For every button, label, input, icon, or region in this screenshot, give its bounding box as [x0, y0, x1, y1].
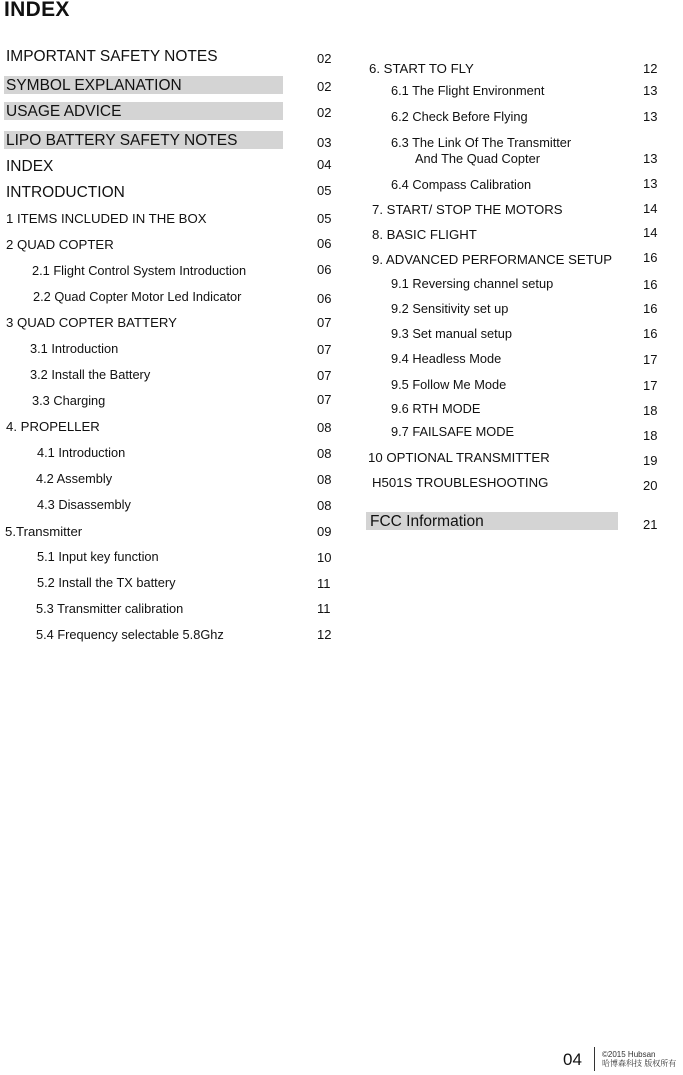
- toc-page-number: 07: [317, 315, 332, 330]
- toc-page-number: 13: [643, 151, 658, 166]
- toc-page-number: 03: [317, 135, 332, 150]
- toc-entry[interactable]: 3.1 Introduction: [30, 341, 119, 356]
- toc-page-number: 19: [643, 453, 658, 468]
- toc-page-number: 16: [643, 301, 658, 316]
- toc-entry[interactable]: 9.7 FAILSAFE MODE: [391, 424, 515, 439]
- toc-page-number: 18: [643, 428, 658, 443]
- toc-entry[interactable]: IMPORTANT SAFETY NOTES: [6, 48, 218, 65]
- toc-entry[interactable]: 6. START TO FLY: [369, 61, 474, 76]
- toc-page-number: 09: [317, 524, 332, 539]
- toc-entry[interactable]: USAGE ADVICE: [6, 103, 122, 120]
- toc-entry[interactable]: 3.3 Charging: [32, 393, 106, 408]
- toc-page-number: 08: [317, 420, 332, 435]
- toc-page-number: 13: [643, 109, 658, 124]
- toc-entry-continued[interactable]: And The Quad Copter: [415, 151, 540, 166]
- toc-entry[interactable]: 5.2 Install the TX battery: [37, 575, 176, 590]
- toc-entry[interactable]: 9. ADVANCED PERFORMANCE SETUP: [372, 252, 613, 267]
- toc-entry[interactable]: 4.1 Introduction: [37, 445, 126, 460]
- toc-entry[interactable]: INTRODUCTION: [6, 184, 125, 201]
- toc-page-number: 17: [643, 378, 658, 393]
- page-title: INDEX: [4, 0, 70, 21]
- toc-page-number: 17: [643, 352, 658, 367]
- toc-page-number: 12: [317, 627, 332, 642]
- toc-entry[interactable]: 5.1 Input key function: [37, 549, 159, 564]
- toc-entry[interactable]: 9.1 Reversing channel setup: [391, 276, 554, 291]
- toc-entry[interactable]: SYMBOL EXPLANATION: [6, 77, 182, 94]
- toc-page-number: 08: [317, 498, 332, 513]
- toc-page-number: 07: [317, 368, 332, 383]
- toc-page-number: 05: [317, 211, 332, 226]
- toc-entry[interactable]: 1 ITEMS INCLUDED IN THE BOX: [6, 211, 207, 226]
- toc-page-number: 06: [317, 236, 332, 251]
- toc-page-number: 04: [317, 157, 332, 172]
- toc-entry[interactable]: 9.3 Set manual setup: [391, 326, 512, 341]
- toc-page-number: 07: [317, 392, 332, 407]
- toc-page-number: 06: [317, 291, 332, 306]
- toc-page-number: 05: [317, 183, 332, 198]
- toc-page-number: 18: [643, 403, 658, 418]
- toc-entry[interactable]: 8. BASIC FLIGHT: [372, 227, 477, 242]
- toc-page-number: 13: [643, 83, 658, 98]
- toc-page-number: 11: [317, 576, 331, 591]
- toc-entry[interactable]: H501S TROUBLESHOOTING: [372, 475, 549, 490]
- toc-entry[interactable]: 3.2 Install the Battery: [30, 367, 151, 382]
- rights-line: 哈博森科技 版权所有: [602, 1059, 677, 1069]
- toc-entry[interactable]: 6.3 The Link Of The Transmitter: [391, 135, 572, 150]
- toc-page-number: 14: [643, 225, 658, 240]
- toc-entry[interactable]: 9.5 Follow Me Mode: [391, 377, 507, 392]
- toc-entry[interactable]: 2 QUAD COPTER: [6, 237, 114, 252]
- toc-page-number: 13: [643, 176, 658, 191]
- toc-page-number: 02: [317, 79, 332, 94]
- toc-page-number: 20: [643, 478, 658, 493]
- footer-page-number: 04: [563, 1050, 582, 1069]
- toc-entry[interactable]: 4.3 Disassembly: [37, 497, 131, 512]
- footer-divider: [594, 1047, 595, 1071]
- toc-page-number: 08: [317, 472, 332, 487]
- toc-page-number: 06: [317, 262, 332, 277]
- toc-entry[interactable]: 10 OPTIONAL TRANSMITTER: [368, 450, 550, 465]
- toc-page-number: 02: [317, 51, 332, 66]
- footer-copyright: [602, 1050, 676, 1068]
- toc-entry[interactable]: INDEX: [6, 158, 54, 175]
- toc-entry[interactable]: 6.1 The Flight Environment: [391, 83, 545, 98]
- toc-entry[interactable]: 2.2 Quad Copter Motor Led Indicator: [33, 289, 242, 304]
- toc-entry[interactable]: 6.4 Compass Calibration: [391, 177, 532, 192]
- toc-page-number: 08: [317, 446, 332, 461]
- toc-entry[interactable]: 6.2 Check Before Flying: [391, 109, 528, 124]
- toc-entry[interactable]: 9.6 RTH MODE: [391, 401, 481, 416]
- toc-page-number: 12: [643, 61, 658, 76]
- toc-page-number: 16: [643, 277, 658, 292]
- toc-page-number: 14: [643, 201, 658, 216]
- copyright-line: ©2015 Hubsan: [602, 1050, 656, 1059]
- toc-entry[interactable]: 5.3 Transmitter calibration: [36, 601, 184, 616]
- toc-entry[interactable]: LIPO BATTERY SAFETY NOTES: [6, 132, 238, 149]
- toc-page-number: 07: [317, 342, 332, 357]
- toc-entry[interactable]: 5.4 Frequency selectable 5.8Ghz: [36, 627, 224, 642]
- toc-entry[interactable]: 4.2 Assembly: [36, 471, 113, 486]
- toc-entry[interactable]: FCC Information: [370, 513, 484, 530]
- toc-entry[interactable]: 9.2 Sensitivity set up: [391, 301, 509, 316]
- toc-page-number: 16: [643, 326, 658, 341]
- toc-page-number: 10: [317, 550, 332, 565]
- toc-entry[interactable]: 9.4 Headless Mode: [391, 351, 502, 366]
- toc-page-number: 02: [317, 105, 332, 120]
- toc-page-number: 16: [643, 250, 658, 265]
- toc-entry[interactable]: 2.1 Flight Control System Introduction: [32, 263, 247, 278]
- toc-entry[interactable]: 3 QUAD COPTER BATTERY: [6, 315, 177, 330]
- toc-entry[interactable]: 4. PROPELLER: [6, 419, 100, 434]
- toc-page-number: 21: [643, 517, 658, 532]
- toc-page-number: 11: [317, 601, 331, 616]
- toc-entry[interactable]: 7. START/ STOP THE MOTORS: [372, 202, 563, 217]
- toc-entry[interactable]: 5.Transmitter: [5, 524, 83, 539]
